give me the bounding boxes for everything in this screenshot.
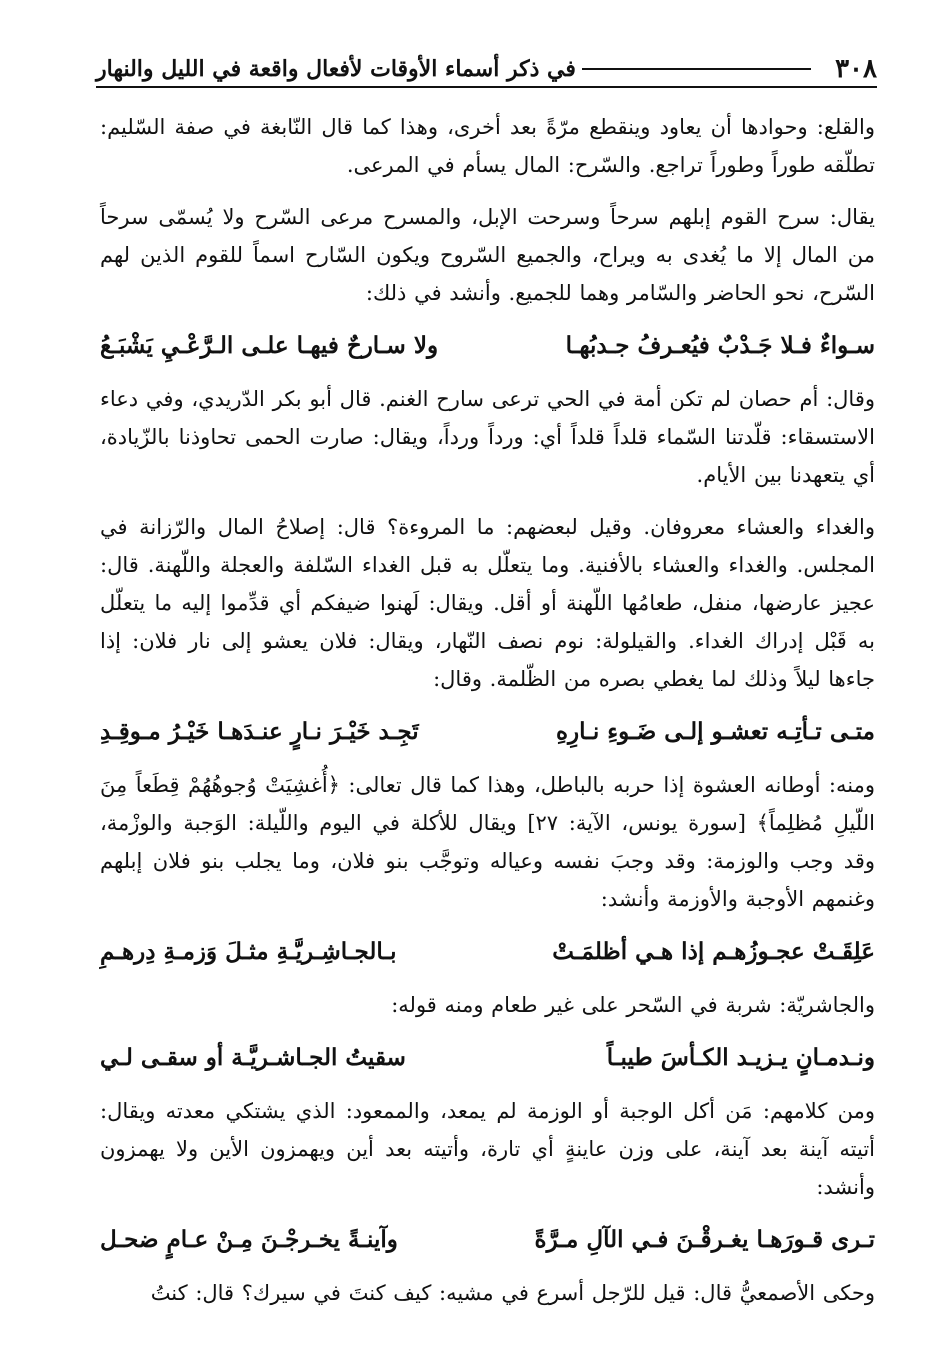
page-number: ٣٠٨ xyxy=(835,54,877,84)
paragraph: والقلع: وحوادها أن يعاود وينقطع مرّةً بعد أخرى، وهذا كما قال النّابغة في صفة السّليم: تطلّقه طوراً وطوراً تراجع. والسّرح: المال يسأم في المرعى. xyxy=(100,115,875,177)
verse-second-hemistich: ولا سـارحٌ فيهـا علـى الـرَّعْـيِ يَشْبَـعُ xyxy=(100,332,439,359)
running-title: في ذكر أسماء الأوقات لأفعال واقعة في الليل والنهار xyxy=(96,56,576,82)
paragraph: يقال: سرح القوم إبلهم سرحاً وسرحت الإبل، والمسرح مرعى السّرح ولا يُسمّى سرحاً من المال إلا ما يُغدى به ويراح، والجميع السّروح ويكون السّارح اسماً للقوم الذين لهم السّرح، نحو الحاضر والسّامر وهما للجميع. وأنشد في ذلك: xyxy=(100,205,875,305)
verse-first-hemistich: ونـدمـانٍ يـزيـد الكـأسَ طيبـاً xyxy=(606,1044,875,1071)
paragraph: وحكى الأصمعيُّ قال: قيل للرّجل أسرع في مشيه: كيف كنتَ في سيرك؟ قال: كنتُ xyxy=(150,1281,875,1305)
running-header xyxy=(96,52,877,88)
verse-first-hemistich: عَلِقَـتْ عجـوزُهـم إذا هـي أظلمَـتْ xyxy=(552,938,875,965)
verse-second-hemistich: وآينـةً يخـرجْـنَ مِـنْ عـامٍ ضحـل xyxy=(100,1226,398,1253)
verse-second-hemistich: تَجِـد خَيْـرَ نـارٍ عنـدَهـا خَيْـرُ مـوقِـدِ xyxy=(100,718,419,745)
verse-first-hemistich: سـواءٌ فـلا جَـدْبٌ فيُعـرفُ جـدبُهـا xyxy=(565,332,875,359)
page-body xyxy=(100,108,875,1326)
verse-second-hemistich: سقيتُ الجـاشـريَّـة أو سقـى لـي xyxy=(100,1044,406,1071)
poetry-verse xyxy=(100,326,875,366)
verse-first-hemistich: متـى تـأتِـه تعشـو إلـى ضَـوءِ نـارِهِ xyxy=(555,718,875,745)
verse-first-hemistich: تـرى قـورَهـا يغـرقْـنَ فـي الآلِ مـرَّةً xyxy=(534,1226,875,1253)
poetry-verse xyxy=(100,1038,875,1078)
poetry-verse xyxy=(100,932,875,972)
paragraph: وقال: أم حصان لم تكن أمة في الحي ترعى سارح الغنم. قال أبو بكر الدّريدي، وفي دعاء الاستسقاء: قلّدتنا السّماء قلداً قلداً أي: ورداً ورداً، ويقال: صارت الحمى تحاوذنا بالزّيادة، أي يتعهدنا بين الأيام. xyxy=(100,387,875,487)
poetry-verse xyxy=(100,1220,875,1260)
paragraph: والغداء والعشاء معروفان. وقيل لبعضهم: ما المروءة؟ قال: إصلاحُ المال والرّزانة في المجلس. والغداء والعشاء بالأفنية. وما يتعلّل به قبل الغداء السّلفة والعجلة واللّهنة. قال: عجيز عارضها، منفل، طعامُها اللّهنة أو أقل. ويقال: لَهنوا ضيفكم أي قدِّموا إليه ما يتعلّل به قَبْل إدراك الغداء. والقيلولة: نوم نصف النّهار، ويقال: فلان يعشو إلى نار فلان: إذا جاءها ليلاً وذلك لما يغطي بصره من الظّلمة. وقال: xyxy=(100,515,875,691)
paragraph: والجاشريّة: شربة في السّحر على غير طعام ومنه قوله: xyxy=(391,993,875,1017)
verse-second-hemistich: بـالجـاشِـريَّـةِ مثـلَ وَزمـةِ دِرهـمِ xyxy=(100,938,397,965)
poetry-verse xyxy=(100,712,875,752)
header-rule xyxy=(582,68,811,70)
paragraph: ومن كلامهم: مَن أكل الوجبة أو الوزمة لم يمعد، والممعود: الذي يشتكي معدته ويقال: أتيته آينة بعد آينة، على وزن عاينةٍ أي تارة، وأتيته بعد أين ويهمزون الأين ولا يهمزون وأنشد: xyxy=(100,1099,875,1199)
paragraph: ومنه: أوطانه العشوة إذا حربه بالباطل، وهذا كما قال تعالى: ﴿أُغشِيَتْ وُجوهُهُمْ قِطَعاً مِنَ اللّيلِ مُظلِماً﴾ [سورة يونس، الآية: ٢٧] ويقال للأكلة في اليوم واللّيلة: الوَجبة والوزْمة، وقد وجب والوزمة: وقد وجبَ نفسه وعياله وتوجَّب بنو فلان، وما يجلب بنو فلان إبلهم وغنمهم الأوجبة والأوزمة وأنشد: xyxy=(100,773,875,911)
